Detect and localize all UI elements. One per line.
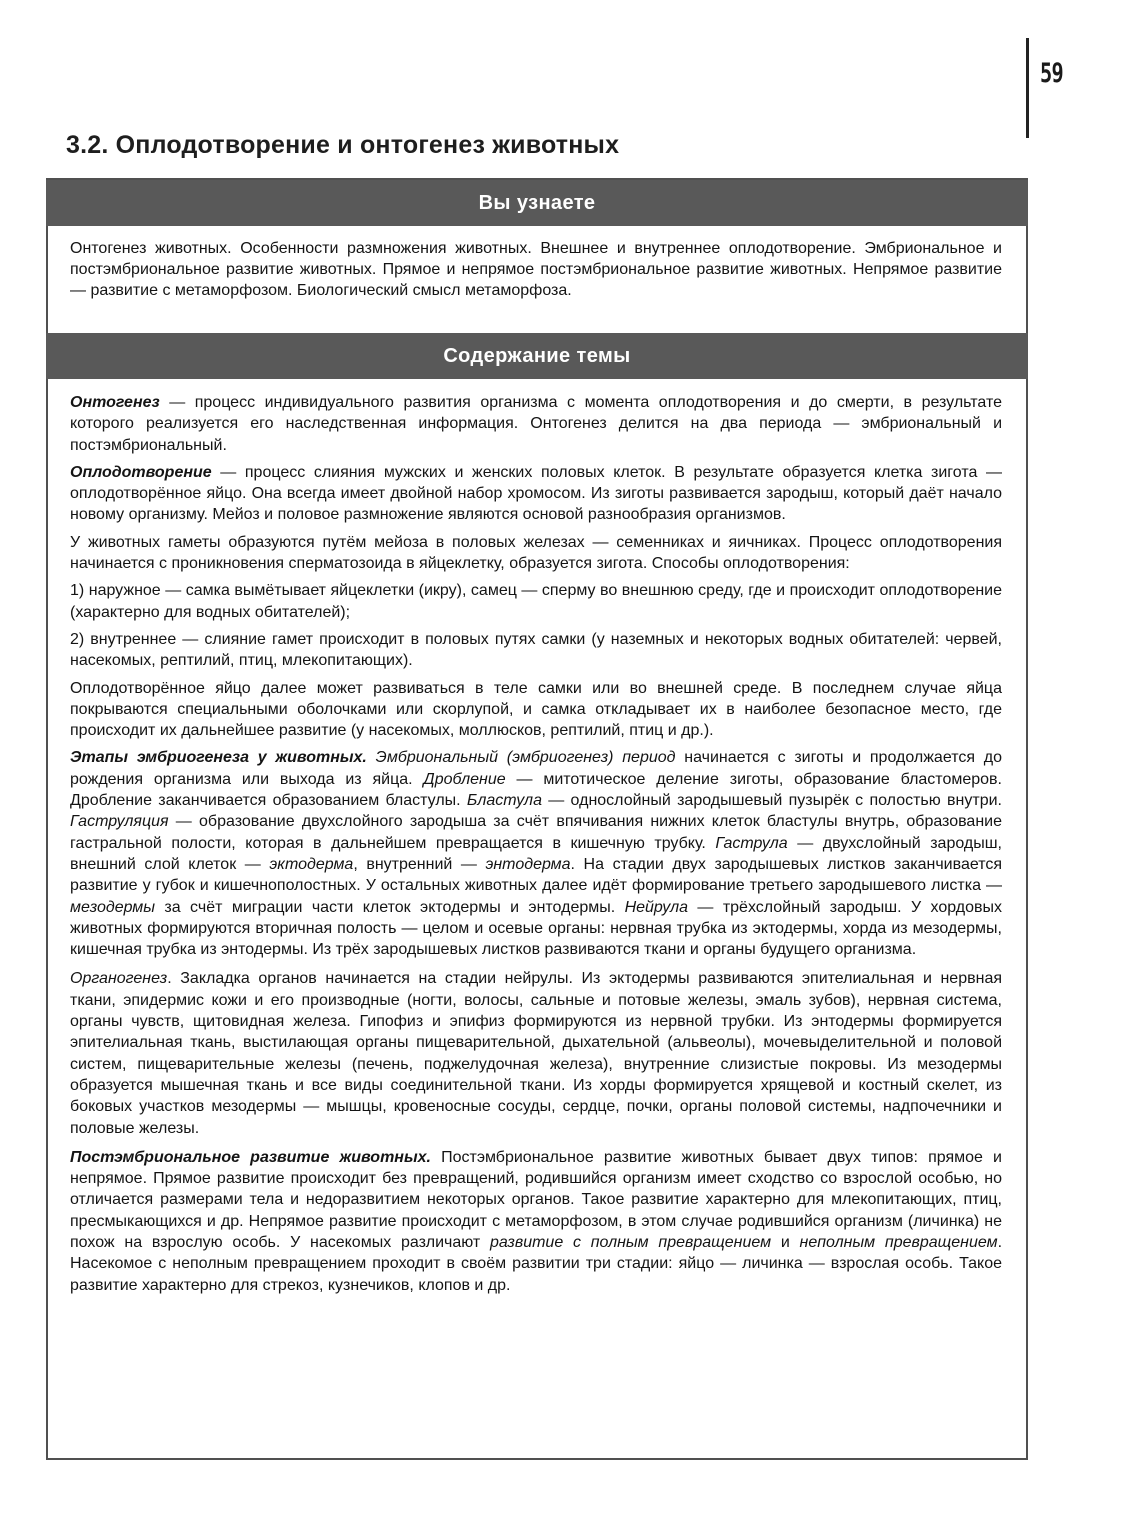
list-item-internal: 2) внутреннее — слияние гамет происходит в половых путях самки (у наземных и некоторых водных обитателей: червей, насекомых, рептилий, птиц, млекопитающих). bbox=[70, 630, 1002, 670]
learn-text: Онтогенез животных. Особенности размножения животных. Внешнее и внутреннее оплодотворение. Эмбриональное и постэмбриональное развитие животных. Прямое и непрямое постэмбриональное развитие животных. Непрямое развитие — развитие с метаморфозом. Биологический смысл метаморфоза. bbox=[70, 240, 1002, 299]
term-postembryonic: Постэмбриональное развитие животных. bbox=[70, 1148, 431, 1166]
paragraph-postembryonic: Постэмбриональное развитие животных. Постэмбриональное развитие животных бывает двух типов: прямое и непрямое. Прямое развитие происходит без превращений, родившийся организм имеет сходство со взрослой особью, но отличается размерами тела и недоразвитием некоторых органов. Такое развитие характерно для млекопитающих, птиц, пресмыкающихся и др. Непрямое развитие происходит с метаморфозом, в этом случае родившийся организм (личинка) не похож на взрослую особь. У насекомых различают развитие с полным превращением и неполным превращением. Насекомое с неполным превращением проходит в своём развитии три стадии: яйцо — личинка — взрослая особь. Такое развитие характерно для стрекоз, кузнечиков, клопов и др. bbox=[70, 1148, 1003, 1294]
page-number: 59 bbox=[1040, 58, 1063, 89]
section-title: 3.2. Оплодотворение и онтогенез животных bbox=[66, 131, 620, 159]
paragraph-gametes: У животных гаметы образуются путём мейоза в половых железах — семенниках и яичниках. Процесс оплодотворения начинается с проникновения сперматозоида в яйцеклетку, образуется зигота. Способы оплодотворения: bbox=[70, 533, 1002, 573]
list-item-external: 1) наружное — самка вымётывает яйцеклетки (икру), самец — сперму во внешнюю среду, где и происходит оплодотворение (характерно для водных обитателей); bbox=[70, 582, 1002, 621]
learn-header: Вы узнаете bbox=[46, 180, 1028, 226]
term-fertilization: Оплодотворение bbox=[70, 463, 212, 481]
page-edge-rule bbox=[1026, 38, 1029, 138]
term-organogenesis: Органогенез bbox=[70, 970, 168, 988]
paragraph-organogenesis: Органогенез. Закладка органов начинается на стадии нейрулы. Из эктодермы развиваются эпителиальная и нервная ткани, эпидермис кожи и его производные (ногти, волосы, сальные и потовые железы, эмаль зубов), нервная система, органы чувств, щитовидная железа. Гипофиз и эпифиз формируются из нервной трубки. Из энтодермы формируется эпителиальная ткань, выстилающая органы пищеварительной, дыхательной (альвеолы), мочевыделительной и половой систем, пищеварительные железы (печень, поджелудочная железа), внутренние слизистые покровы. Из мезодермы образуется мышечная ткань и все виды соединительной ткани. Из хорды формируется хрящевой и костный скелет, из боковых участков мезодермы — мышцы, кровеносные сосуды, сердце, почки, органы половой системы, надпочечники и половые железы. bbox=[70, 970, 1002, 1137]
paragraph-embryogenesis: Этапы эмбриогенеза у животных. Эмбриональный (эмбриогенез) период начинается с зиготы и продолжается до рождения организма или выхода из яйца. Дробление — митотическое деление зиготы, образование бластомеров. Дробление заканчивается образованием бластулы. Бластула — однослойный зародышевый пузырёк с полостью внутри. Гаструляция — образование двухслойного зародыша за счёт впячивания нижних клеток бластулы внутрь, образование гастральной полости, которая в дальнейшем превращается в кишечную трубку. Гаструла — двухслойный зародыш, внешний слой клеток — эктодерма, внутренний — энтодерма. На стадии двух зародышевых листков заканчивается развитие у губок и кишечнополостных. У остальных животных далее идёт формирование третьего зародышевого листка — мезодермы за счёт миграции части клеток эктодермы и энтодермы. Нейрула — трёхслойный зародыш. У хордовых животных формируются вторичная полость — целом и осевые органы: нервная трубка из эктодермы, хорда из мезодермы, кишечная трубка из энтодермы. Из трёх зародышевых листков развиваются ткани и органы будущего организма. bbox=[70, 749, 1003, 959]
paragraph-egg-development: Оплодотворённое яйцо далее может развиваться в теле самки или во внешней среде. В последнем случае яйца покрываются специальными оболочками или скорлупой, и самка откладывает их в наиболее безопасное место, где происходит их дальнейшее развитие (у насекомых, моллюсков, рептилий, птиц и др.). bbox=[70, 679, 1002, 740]
term-ontogenesis: Онтогенез bbox=[70, 394, 160, 411]
term-embryogenesis: Этапы эмбриогенеза у животных. bbox=[70, 749, 367, 767]
paragraph-fertilization: Оплодотворение — процесс слияния мужских и женских половых клеток. В результате образуется клетка зигота — оплодотворённое яйцо. Она всегда имеет двойной набор хромосом. Из зиготы развивается зародыш, который даёт начало новому организму. Мейоз и половое размножение являются основой разнообразия организмов. bbox=[70, 463, 1002, 524]
paragraph-ontogenesis: Онтогенез — процесс индивидуального развития организма с момента оплодотворения и до смерти, в результате которого реализуется его наследственная информация. Онтогенез делится на два периода — эмбриональный и постэмбриональный. bbox=[70, 394, 1002, 454]
content-header: Содержание темы bbox=[46, 333, 1028, 379]
content-body bbox=[70, 392, 1002, 1302]
